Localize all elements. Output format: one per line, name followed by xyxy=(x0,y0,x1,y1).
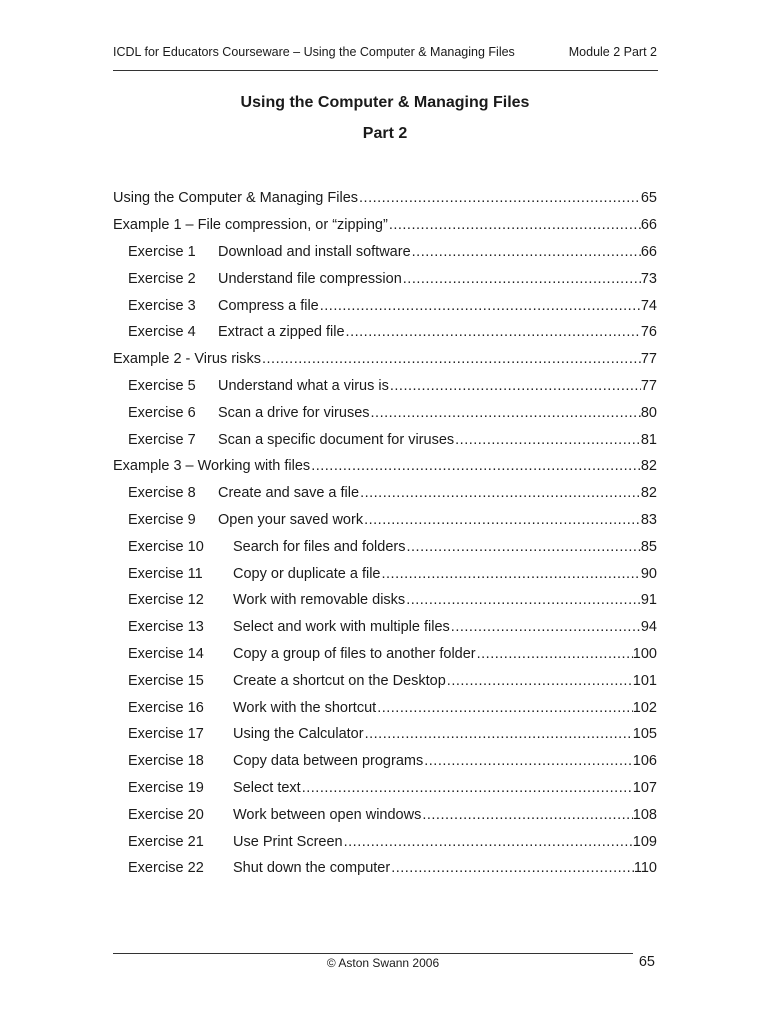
toc-dot-leader xyxy=(476,646,633,662)
toc-entry-title: Copy or duplicate a file xyxy=(233,565,381,582)
toc-page-number: 109 xyxy=(632,833,657,850)
toc-dot-leader xyxy=(358,190,641,206)
toc-entry-title: Understand file compression xyxy=(218,270,402,287)
toc-entry-title: Copy a group of files to another folder xyxy=(233,645,476,662)
toc-exercise-entry[interactable] xyxy=(113,239,657,266)
toc-dot-leader xyxy=(423,753,633,769)
toc-dot-leader xyxy=(388,217,641,233)
toc-entry-title: Example 1 – File compression, or “zipping” xyxy=(113,217,388,234)
toc-exercise-entry[interactable] xyxy=(113,614,657,641)
toc-entry-title: Example 3 – Working with files xyxy=(113,458,311,475)
toc-exercise-entry[interactable] xyxy=(113,587,657,614)
running-header xyxy=(113,45,657,59)
toc-exercise-entry[interactable] xyxy=(113,265,657,292)
toc-exercise-label: Exercise 21 xyxy=(128,833,204,850)
toc-dot-leader xyxy=(446,673,633,689)
toc-entry-title: Download and install software xyxy=(218,243,411,260)
toc-page-number: 82 xyxy=(640,458,657,475)
toc-dot-leader xyxy=(421,807,632,823)
toc-exercise-label: Exercise 13 xyxy=(128,619,204,636)
toc-dot-leader xyxy=(402,271,641,287)
toc-exercise-entry[interactable] xyxy=(113,507,657,534)
toc-entry-title: Using the Calculator xyxy=(233,726,364,743)
toc-exercise-label: Exercise 20 xyxy=(128,806,204,823)
toc-page-number: 90 xyxy=(640,565,657,582)
toc-exercise-entry[interactable] xyxy=(113,399,657,426)
toc-exercise-entry[interactable] xyxy=(113,667,657,694)
header-module-label: Module 2 Part 2 xyxy=(568,45,657,59)
toc-page-number: 108 xyxy=(632,806,657,823)
toc-exercise-label: Exercise 8 xyxy=(128,485,196,502)
toc-exercise-entry[interactable] xyxy=(113,855,657,882)
toc-entry-title: Create a shortcut on the Desktop xyxy=(233,672,446,689)
toc-dot-leader xyxy=(381,566,641,582)
toc-page-number: 105 xyxy=(632,726,657,743)
toc-exercise-label: Exercise 9 xyxy=(128,511,196,528)
toc-section-entry[interactable] xyxy=(113,212,657,239)
toc-exercise-label: Exercise 5 xyxy=(128,377,196,394)
toc-exercise-label: Exercise 14 xyxy=(128,645,204,662)
toc-exercise-label: Exercise 12 xyxy=(128,592,204,609)
toc-entry-title: Scan a drive for viruses xyxy=(218,404,370,421)
header-divider xyxy=(113,70,658,71)
toc-exercise-label: Exercise 11 xyxy=(128,565,203,582)
toc-exercise-label: Exercise 3 xyxy=(128,297,196,314)
toc-exercise-entry[interactable] xyxy=(113,480,657,507)
toc-page-number: 91 xyxy=(640,592,657,609)
toc-page-number: 77 xyxy=(640,377,657,394)
header-course-title: ICDL for Educators Courseware – Using the Computer & Managing Files xyxy=(113,45,515,59)
toc-entry-title: Understand what a virus is xyxy=(218,377,389,394)
toc-exercise-entry[interactable] xyxy=(113,373,657,400)
toc-entry-title: Extract a zipped file xyxy=(218,324,345,341)
toc-page-number: 100 xyxy=(632,645,657,662)
toc-entry-title: Search for files and folders xyxy=(233,538,406,555)
toc-entry-title: Create and save a file xyxy=(218,485,360,502)
toc-page-number: 76 xyxy=(640,324,657,341)
toc-exercise-label: Exercise 2 xyxy=(128,270,196,287)
toc-exercise-entry[interactable] xyxy=(113,641,657,668)
toc-page-number: 107 xyxy=(632,779,657,796)
toc-exercise-entry[interactable] xyxy=(113,694,657,721)
toc-page-number: 81 xyxy=(640,431,657,448)
toc-exercise-entry[interactable] xyxy=(113,533,657,560)
toc-exercise-label: Exercise 4 xyxy=(128,324,196,341)
toc-exercise-label: Exercise 7 xyxy=(128,431,196,448)
toc-page-number: 66 xyxy=(640,217,657,234)
toc-section-entry[interactable] xyxy=(113,453,657,480)
toc-dot-leader xyxy=(359,485,641,501)
toc-dot-leader xyxy=(343,834,633,850)
toc-exercise-entry[interactable] xyxy=(113,292,657,319)
toc-section-entry[interactable] xyxy=(113,346,657,373)
toc-exercise-entry[interactable] xyxy=(113,748,657,775)
toc-exercise-entry[interactable] xyxy=(113,426,657,453)
toc-dot-leader xyxy=(376,700,633,716)
toc-page-number: 77 xyxy=(640,351,657,368)
toc-page-number: 102 xyxy=(632,699,657,716)
toc-entry-title: Scan a specific document for viruses xyxy=(218,431,455,448)
toc-page-number: 110 xyxy=(633,860,657,877)
toc-entry-title: Compress a file xyxy=(218,297,319,314)
toc-exercise-entry[interactable] xyxy=(113,560,657,587)
toc-entry-title: Copy data between programs xyxy=(233,753,424,770)
toc-entry-title: Using the Computer & Managing Files xyxy=(113,190,359,207)
toc-exercise-label: Exercise 15 xyxy=(128,672,204,689)
toc-exercise-label: Exercise 1 xyxy=(128,243,196,260)
toc-exercise-label: Exercise 10 xyxy=(128,538,204,555)
toc-dot-leader xyxy=(450,619,641,635)
toc-dot-leader xyxy=(310,458,641,474)
footer-divider xyxy=(113,953,633,954)
toc-page-number: 94 xyxy=(640,619,657,636)
toc-exercise-label: Exercise 6 xyxy=(128,404,196,421)
toc-page-number: 74 xyxy=(640,297,657,314)
toc-exercise-entry[interactable] xyxy=(113,721,657,748)
toc-entry-title: Open your saved work xyxy=(218,511,364,528)
toc-dot-leader xyxy=(454,432,641,448)
toc-page-number: 66 xyxy=(640,243,657,260)
toc-page-number: 65 xyxy=(640,190,657,207)
toc-entry-title: Shut down the computer xyxy=(233,860,391,877)
toc-dot-leader xyxy=(405,539,640,555)
toc-dot-leader xyxy=(390,860,634,876)
toc-entry-title: Select text xyxy=(233,779,301,796)
toc-entry-title: Use Print Screen xyxy=(233,833,343,850)
toc-page-number: 83 xyxy=(640,511,657,528)
toc-entry-title: Work between open windows xyxy=(233,806,422,823)
toc-dot-leader xyxy=(345,324,641,340)
document-title: Using the Computer & Managing Files xyxy=(240,94,530,111)
toc-page-number: 82 xyxy=(640,485,657,502)
toc-exercise-entry[interactable] xyxy=(113,828,657,855)
toc-page-number: 85 xyxy=(640,538,657,555)
toc-dot-leader xyxy=(370,405,641,421)
toc-entry-title: Select and work with multiple files xyxy=(233,619,450,636)
footer-copyright: © Aston Swann 2006 xyxy=(326,956,440,970)
toc-entry-title: Work with the shortcut xyxy=(233,699,377,716)
toc-page-number: 106 xyxy=(632,753,657,770)
toc-dot-leader xyxy=(364,726,633,742)
toc-dot-leader xyxy=(319,298,641,314)
footer-page-number: 65 xyxy=(638,954,655,970)
toc-exercise-entry[interactable] xyxy=(113,775,657,802)
toc-exercise-label: Exercise 19 xyxy=(128,779,204,796)
document-subtitle: Part 2 xyxy=(362,125,408,142)
toc-dot-leader xyxy=(301,780,633,796)
toc-exercise-entry[interactable] xyxy=(113,801,657,828)
toc-exercise-label: Exercise 17 xyxy=(128,726,204,743)
toc-page-number: 73 xyxy=(640,270,657,287)
toc-dot-leader xyxy=(411,244,641,260)
toc-exercise-entry[interactable] xyxy=(113,319,657,346)
toc-exercise-label: Exercise 18 xyxy=(128,753,204,770)
toc-dot-leader xyxy=(261,351,641,367)
toc-entry-title: Example 2 - Virus risks xyxy=(113,351,261,368)
toc-dot-leader xyxy=(389,378,641,394)
toc-page-number: 101 xyxy=(632,672,657,689)
toc-exercise-label: Exercise 16 xyxy=(128,699,204,716)
toc-section-entry[interactable] xyxy=(113,185,657,212)
toc-dot-leader xyxy=(405,592,641,608)
toc-page-number: 80 xyxy=(640,404,657,421)
toc-dot-leader xyxy=(363,512,641,528)
table-of-contents xyxy=(113,185,657,882)
toc-exercise-label: Exercise 22 xyxy=(128,860,204,877)
toc-entry-title: Work with removable disks xyxy=(233,592,406,609)
